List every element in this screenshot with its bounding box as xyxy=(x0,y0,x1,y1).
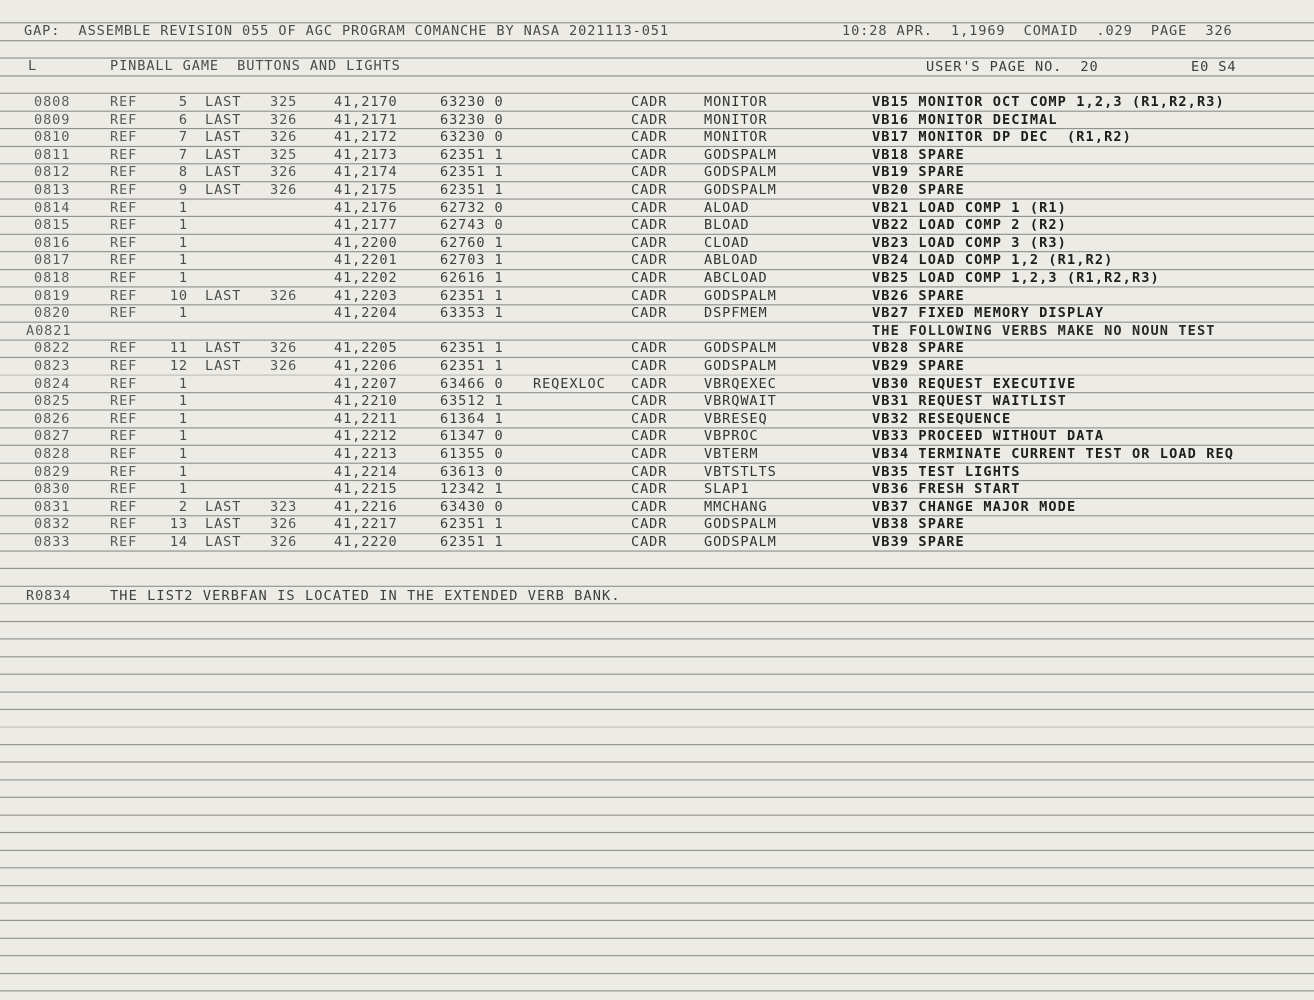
address: 41,2205 xyxy=(334,340,398,357)
listing-row xyxy=(0,376,1314,394)
comment: VB32 RESEQUENCE xyxy=(872,410,1012,427)
operand: GODSPALM xyxy=(704,516,777,533)
ref-count: 1 xyxy=(178,463,188,480)
address: 41,2202 xyxy=(334,270,398,286)
last-page: 326 xyxy=(270,358,298,374)
last-label: LAST xyxy=(205,287,242,304)
line-number: 0822 xyxy=(34,340,71,357)
operand: DSPFMEM xyxy=(704,305,768,322)
address: 41,2175 xyxy=(334,182,398,198)
comment: VB19 SPARE xyxy=(872,164,965,181)
last-label: LAST xyxy=(205,164,242,181)
comment: VB33 PROCEED WITHOUT DATA xyxy=(872,428,1105,445)
octal-word: 63230 0 xyxy=(440,111,504,128)
ref-label: REF xyxy=(110,516,138,533)
ref-count: 9 xyxy=(178,182,188,198)
comment: VB23 LOAD COMP 3 (R3) xyxy=(872,234,1067,251)
operand: ABCLOAD xyxy=(704,270,768,286)
listing-row xyxy=(0,446,1314,464)
ref-count: 5 xyxy=(178,94,188,110)
octal-word: 62760 1 xyxy=(440,234,504,251)
last-page: 326 xyxy=(270,516,298,533)
ref-label: REF xyxy=(110,534,138,550)
ref-label: REF xyxy=(110,446,138,462)
address: 41,2174 xyxy=(334,164,398,181)
line-number: 0824 xyxy=(34,375,71,392)
listing-row xyxy=(0,464,1314,482)
ref-label: REF xyxy=(110,182,138,198)
listing-row xyxy=(0,164,1314,182)
last-label: LAST xyxy=(205,358,242,374)
opcode: CADR xyxy=(631,410,668,427)
line-number: 0827 xyxy=(34,428,71,445)
opcode: CADR xyxy=(631,481,668,498)
octal-word: 63430 0 xyxy=(440,498,504,515)
ref-count: 10 xyxy=(169,287,188,304)
comment: VB21 LOAD COMP 1 (R1) xyxy=(872,199,1067,216)
address: 41,2206 xyxy=(334,358,398,374)
operand: MONITOR xyxy=(704,94,768,110)
comment: VB25 LOAD COMP 1,2,3 (R1,R2,R3) xyxy=(872,270,1160,286)
operand: GODSPALM xyxy=(704,182,777,198)
opcode: CADR xyxy=(631,252,668,269)
timestamp-page-info: 10:28 APR. 1,1969 COMAID .029 PAGE 326 xyxy=(842,23,1233,39)
opcode: CADR xyxy=(631,498,668,515)
listing-row xyxy=(0,393,1314,411)
line-number: 0830 xyxy=(34,481,71,498)
footer-remark: THE LIST2 VERBFAN IS LOCATED IN THE EXTENDED VERB BANK. xyxy=(110,588,621,604)
octal-word: 62351 1 xyxy=(440,146,504,163)
ref-count: 1 xyxy=(178,375,188,392)
comment: VB16 MONITOR DECIMAL xyxy=(872,111,1058,128)
ref-label: REF xyxy=(110,146,138,163)
comment: VB36 FRESH START xyxy=(872,481,1021,498)
ref-label: REF xyxy=(110,305,138,322)
line-number: 0808 xyxy=(34,94,71,110)
address: 41,2210 xyxy=(334,393,398,410)
listing-row xyxy=(0,534,1314,552)
last-page: 326 xyxy=(270,182,298,198)
ref-count: 1 xyxy=(178,252,188,269)
ref-label: REF xyxy=(110,393,138,410)
line-number: 0819 xyxy=(34,287,71,304)
address: 41,2200 xyxy=(334,234,398,251)
last-label: LAST xyxy=(205,516,242,533)
last-label: LAST xyxy=(205,94,242,110)
line-number: 0812 xyxy=(34,164,71,181)
opcode: CADR xyxy=(631,217,668,234)
opcode: CADR xyxy=(631,340,668,357)
last-label: LAST xyxy=(205,498,242,515)
line-number: 0817 xyxy=(34,252,71,269)
ref-label: REF xyxy=(110,252,138,269)
octal-word: 63230 0 xyxy=(440,94,504,110)
footer-sequence: R0834 xyxy=(26,588,72,604)
assembly-header: GAP: ASSEMBLE REVISION 055 OF AGC PROGRAM COMANCHE BY NASA 2021113-051 xyxy=(24,23,669,39)
address: 41,2170 xyxy=(334,94,398,110)
opcode: CADR xyxy=(631,287,668,304)
ref-count: 1 xyxy=(178,393,188,410)
line-number: 0820 xyxy=(34,305,71,322)
listing-row xyxy=(0,411,1314,429)
comment: VB38 SPARE xyxy=(872,516,965,533)
line-number: 0815 xyxy=(34,217,71,234)
octal-word: 61347 0 xyxy=(440,428,504,445)
opcode: CADR xyxy=(631,375,668,392)
octal-word: 63613 0 xyxy=(440,463,504,480)
section-title: PINBALL GAME BUTTONS AND LIGHTS xyxy=(110,58,401,74)
line-number: 0833 xyxy=(34,534,71,550)
operand: BLOAD xyxy=(704,217,750,234)
opcode: CADR xyxy=(631,111,668,128)
ref-label: REF xyxy=(110,270,138,286)
address: 41,2220 xyxy=(334,534,398,550)
ref-label: REF xyxy=(110,164,138,181)
line-number: 0823 xyxy=(34,358,71,374)
comment: VB35 TEST LIGHTS xyxy=(872,463,1021,480)
line-number: 0825 xyxy=(34,393,71,410)
comment: VB28 SPARE xyxy=(872,340,965,357)
operand: GODSPALM xyxy=(704,358,777,374)
address: 41,2171 xyxy=(334,111,398,128)
last-label: LAST xyxy=(205,182,242,198)
listing-row xyxy=(0,112,1314,130)
ref-count: 1 xyxy=(178,410,188,427)
operand: ALOAD xyxy=(704,199,750,216)
octal-word: 63466 0 xyxy=(440,375,504,392)
listing-row xyxy=(0,340,1314,358)
opcode: CADR xyxy=(631,393,668,410)
comment: VB34 TERMINATE CURRENT TEST OR LOAD REQ xyxy=(872,446,1235,462)
octal-word: 62703 1 xyxy=(440,252,504,269)
operand: MONITOR xyxy=(704,111,768,128)
address: 41,2211 xyxy=(334,410,398,427)
octal-word: 62743 0 xyxy=(440,217,504,234)
comment: VB22 LOAD COMP 2 (R2) xyxy=(872,217,1067,234)
address: 41,2203 xyxy=(334,287,398,304)
ref-label: REF xyxy=(110,199,138,216)
address: 41,2204 xyxy=(334,305,398,322)
operand: MMCHANG xyxy=(704,498,768,515)
octal-word: 62732 0 xyxy=(440,199,504,216)
line-number: 0813 xyxy=(34,182,71,198)
eo-marker: E0 S4 xyxy=(1191,59,1237,75)
octal-word: 62351 1 xyxy=(440,287,504,304)
comment: VB29 SPARE xyxy=(872,358,965,374)
line-number: 0828 xyxy=(34,446,71,462)
comment: VB30 REQUEST EXECUTIVE xyxy=(872,375,1077,392)
opcode: CADR xyxy=(631,358,668,374)
ref-label: REF xyxy=(110,410,138,427)
opcode: CADR xyxy=(631,234,668,251)
ref-count: 13 xyxy=(169,516,188,533)
opcode: CADR xyxy=(631,428,668,445)
line-number: 0818 xyxy=(34,270,71,286)
operand: GODSPALM xyxy=(704,534,777,550)
ref-count: 1 xyxy=(178,270,188,286)
listing-row xyxy=(0,147,1314,165)
address: 41,2217 xyxy=(334,516,398,533)
last-page: 323 xyxy=(270,498,298,515)
ref-label: REF xyxy=(110,94,138,110)
last-page: 325 xyxy=(270,94,298,110)
listing-row xyxy=(0,323,1314,341)
ref-count: 6 xyxy=(178,111,188,128)
operand: ABLOAD xyxy=(704,252,759,269)
line-number: 0809 xyxy=(34,111,71,128)
operand: GODSPALM xyxy=(704,340,777,357)
ref-count: 7 xyxy=(178,146,188,163)
octal-word: 61355 0 xyxy=(440,446,504,462)
address: 41,2172 xyxy=(334,129,398,146)
comment: VB20 SPARE xyxy=(872,182,965,198)
ref-count: 11 xyxy=(169,340,188,357)
comment: VB24 LOAD COMP 1,2 (R1,R2) xyxy=(872,252,1114,269)
opcode: CADR xyxy=(631,146,668,163)
ref-label: REF xyxy=(110,428,138,445)
ref-label: REF xyxy=(110,111,138,128)
ref-label: REF xyxy=(110,217,138,234)
comment: VB15 MONITOR OCT COMP 1,2,3 (R1,R2,R3) xyxy=(872,94,1225,110)
opcode: CADR xyxy=(631,446,668,462)
address: 41,2176 xyxy=(334,199,398,216)
comment: VB27 FIXED MEMORY DISPLAY xyxy=(872,305,1105,322)
octal-word: 62616 1 xyxy=(440,270,504,286)
line-number: 0810 xyxy=(34,129,71,146)
ref-label: REF xyxy=(110,287,138,304)
listing-row xyxy=(0,235,1314,253)
opcode: CADR xyxy=(631,270,668,286)
ref-label: REF xyxy=(110,340,138,357)
opcode: CADR xyxy=(631,164,668,181)
comment: VB26 SPARE xyxy=(872,287,965,304)
ref-count: 1 xyxy=(178,446,188,462)
comment: VB18 SPARE xyxy=(872,146,965,163)
operand: CLOAD xyxy=(704,234,750,251)
ref-count: 2 xyxy=(178,498,188,515)
ref-label: REF xyxy=(110,234,138,251)
line-number: 0826 xyxy=(34,410,71,427)
address: 41,2207 xyxy=(334,375,398,392)
symbol-label: REQEXLOC xyxy=(533,375,606,392)
line-number: 0816 xyxy=(34,234,71,251)
comment: VB31 REQUEST WAITLIST xyxy=(872,393,1067,410)
last-label: LAST xyxy=(205,534,242,550)
address: 41,2212 xyxy=(334,428,398,445)
ref-count: 1 xyxy=(178,305,188,322)
section-marker: L xyxy=(28,58,38,74)
last-label: LAST xyxy=(205,146,242,163)
last-page: 325 xyxy=(270,146,298,163)
listing-row xyxy=(0,129,1314,147)
listing-row xyxy=(0,288,1314,306)
last-page: 326 xyxy=(270,287,298,304)
octal-word: 61364 1 xyxy=(440,410,504,427)
address: 41,2216 xyxy=(334,498,398,515)
last-label: LAST xyxy=(205,111,242,128)
listing-row xyxy=(0,516,1314,534)
opcode: CADR xyxy=(631,182,668,198)
line-number: 0814 xyxy=(34,199,71,216)
listing-row xyxy=(0,499,1314,517)
address: 41,2177 xyxy=(334,217,398,234)
ref-label: REF xyxy=(110,481,138,498)
line-number: 0811 xyxy=(34,146,71,163)
address: 41,2173 xyxy=(334,146,398,163)
operand: SLAP1 xyxy=(704,481,750,498)
last-page: 326 xyxy=(270,111,298,128)
listing-row xyxy=(0,305,1314,323)
ref-label: REF xyxy=(110,498,138,515)
address: 41,2215 xyxy=(334,481,398,498)
octal-word: 62351 1 xyxy=(440,358,504,374)
address: 41,2214 xyxy=(334,463,398,480)
last-page: 326 xyxy=(270,340,298,357)
operand: VBRQWAIT xyxy=(704,393,777,410)
octal-word: 12342 1 xyxy=(440,481,504,498)
ref-label: REF xyxy=(110,358,138,374)
comment: VB17 MONITOR DP DEC (R1,R2) xyxy=(872,129,1132,146)
comment: VB39 SPARE xyxy=(872,534,965,550)
operand: GODSPALM xyxy=(704,287,777,304)
operand: VBTSTLTS xyxy=(704,463,777,480)
octal-word: 63512 1 xyxy=(440,393,504,410)
operand: VBRQEXEC xyxy=(704,375,777,392)
operand: VBRESEQ xyxy=(704,410,768,427)
line-number: 0831 xyxy=(34,498,71,515)
octal-word: 62351 1 xyxy=(440,164,504,181)
ref-count: 1 xyxy=(178,217,188,234)
ref-count: 7 xyxy=(178,129,188,146)
octal-word: 62351 1 xyxy=(440,516,504,533)
opcode: CADR xyxy=(631,516,668,533)
operand: VBTERM xyxy=(704,446,759,462)
operand: VBPROC xyxy=(704,428,759,445)
listing-row xyxy=(0,481,1314,499)
operand: GODSPALM xyxy=(704,164,777,181)
last-page: 326 xyxy=(270,534,298,550)
listing-row xyxy=(0,358,1314,376)
opcode: CADR xyxy=(631,129,668,146)
opcode: CADR xyxy=(631,199,668,216)
ref-label: REF xyxy=(110,129,138,146)
listing-row xyxy=(0,252,1314,270)
ref-label: REF xyxy=(110,463,138,480)
listing-row xyxy=(0,94,1314,112)
operand: GODSPALM xyxy=(704,146,777,163)
last-page: 326 xyxy=(270,164,298,181)
octal-word: 63353 1 xyxy=(440,305,504,322)
listing-row xyxy=(0,270,1314,288)
octal-word: 62351 1 xyxy=(440,340,504,357)
address: 41,2201 xyxy=(334,252,398,269)
ref-count: 1 xyxy=(178,481,188,498)
line-number: 0829 xyxy=(34,463,71,480)
users-page-number: USER'S PAGE NO. 20 xyxy=(926,59,1099,75)
listing-row xyxy=(0,182,1314,200)
last-label: LAST xyxy=(205,340,242,357)
listing-row xyxy=(0,200,1314,218)
line-number: A0821 xyxy=(26,322,72,339)
opcode: CADR xyxy=(631,534,668,550)
ref-count: 1 xyxy=(178,199,188,216)
ref-label: REF xyxy=(110,375,138,392)
comment: THE FOLLOWING VERBS MAKE NO NOUN TEST xyxy=(872,322,1216,339)
ref-count: 12 xyxy=(169,358,188,374)
octal-word: 62351 1 xyxy=(440,534,504,550)
ref-count: 14 xyxy=(169,534,188,550)
ref-count: 1 xyxy=(178,428,188,445)
opcode: CADR xyxy=(631,305,668,322)
opcode: CADR xyxy=(631,463,668,480)
ref-count: 8 xyxy=(178,164,188,181)
comment: VB37 CHANGE MAJOR MODE xyxy=(872,498,1077,515)
octal-word: 63230 0 xyxy=(440,129,504,146)
listing-row xyxy=(0,217,1314,235)
last-page: 326 xyxy=(270,129,298,146)
operand: MONITOR xyxy=(704,129,768,146)
last-label: LAST xyxy=(205,129,242,146)
address: 41,2213 xyxy=(334,446,398,462)
line-number: 0832 xyxy=(34,516,71,533)
opcode: CADR xyxy=(631,94,668,110)
listing-row xyxy=(0,428,1314,446)
octal-word: 62351 1 xyxy=(440,182,504,198)
ref-count: 1 xyxy=(178,234,188,251)
